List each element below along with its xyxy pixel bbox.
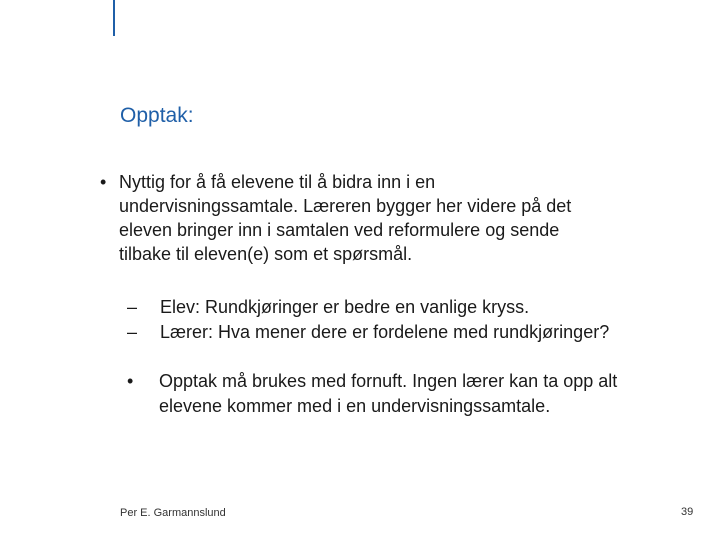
accent-line [113,0,115,36]
slide-title: Opptak: [120,104,194,127]
main-bullet-line: Nyttig for å få elevene til å bidra inn i en [119,172,436,192]
sub-item-text: Elev: Rundkjøringer er bedre en vanlige kryss. [160,297,530,317]
main-bullet-line: tilbake til eleven(e) som et spørsmål. [119,244,413,264]
main-bullet-line: eleven bringer inn i samtalen ved reformulere og sende [119,220,560,240]
third-bullet-text [159,369,617,419]
sub-item-text: Lærer: Hva mener dere er fordelene med rundkjøringer? [160,322,610,342]
sub-item-student [127,295,529,319]
bullet-symbol: • [100,172,107,192]
footer-author: Per E. Garmannslund [120,507,226,519]
main-bullet [100,170,571,266]
main-bullet-text [119,170,571,266]
third-bullet-line: Opptak må brukes med fornuft. Ingen lærer kan ta opp alt [159,371,618,391]
third-bullet-line: elevene kommer med i en undervisningssamtale. [159,396,551,416]
dash-symbol: – [127,297,138,317]
sub-item-teacher [127,320,609,344]
bullet-symbol: • [127,371,134,391]
main-bullet-line: undervisningssamtale. Læreren bygger her videre på det [119,196,572,216]
dash-symbol: – [127,322,138,342]
third-bullet [127,369,617,419]
page-number: 39 [681,506,694,518]
